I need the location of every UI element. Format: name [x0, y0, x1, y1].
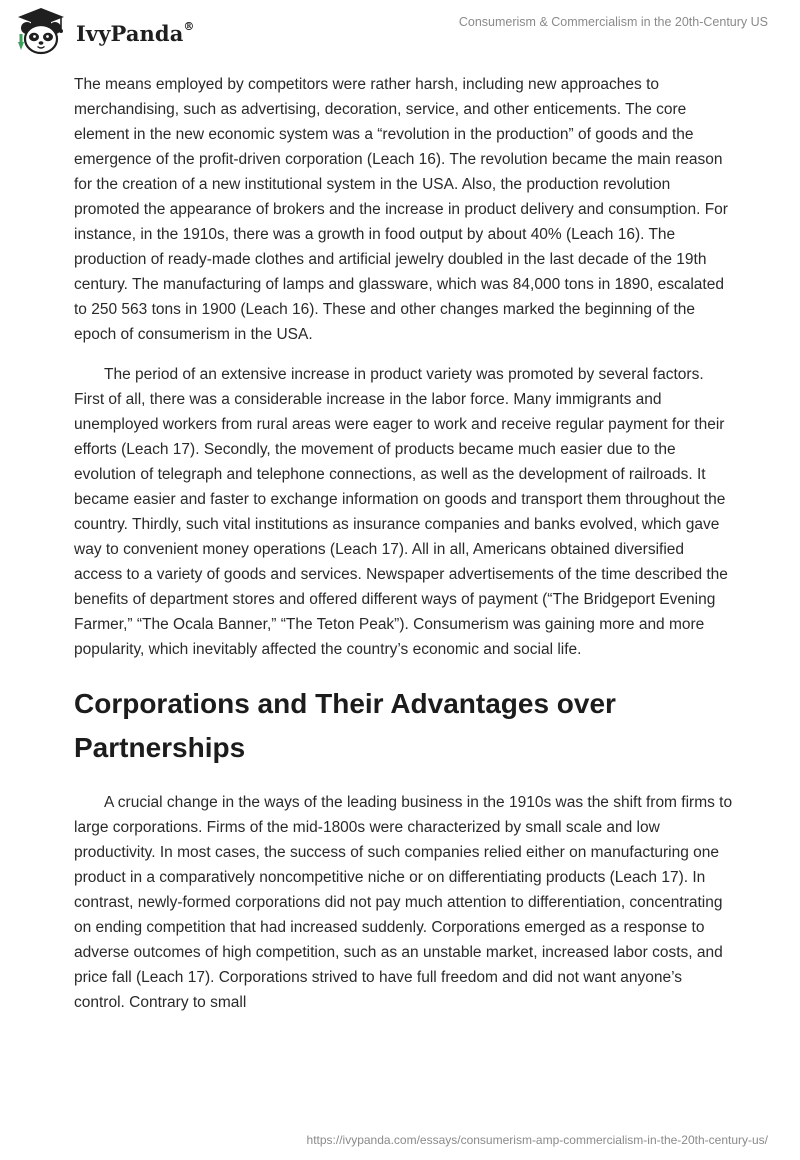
source-url[interactable]: https://ivypanda.com/essays/consumerism-amp-commercialism-in-the-20th-century-us/: [306, 1133, 768, 1147]
panda-mascot-icon: [14, 6, 68, 58]
paragraph-1: The means employed by competitors were rather harsh, including new approaches to merchandising, such as advertising, decoration, service, and other enticements. The core element in the new economic system was a “revolution in the production” of goods and the emergence of the profit-driven corporation (Leach 16). The revolution became the main reason for the creation of a new institutional system in the USA. Also, the production revolution promoted the appearance of brokers and the increase in product delivery and consumption. For instance, in the 1910s, there was a growth in food output by about 40% (Leach 16). The production of ready-made clothes and artificial jewelry doubled in the last decade of the 19th century. The manufacturing of lamps and glassware, which was 84,000 tons in 1890, escalated to 250 563 tons in 1900 (Leach 16). These and other changes marked the beginning of the epoch of consumerism in the USA.: [74, 76, 728, 343]
ivypanda-logo[interactable]: [14, 6, 195, 58]
article-body: [74, 72, 734, 1030]
logo-wordmark: IvyPanda®: [76, 19, 195, 46]
paragraph-2: The period of an extensive increase in product variety was promoted by several factors. First of all, there was a considerable increase in the labor force. Many immigrants and unemployed workers from rural areas were eager to work and receive regular payment for their efforts (Leach 17). Secondly, the movement of products became much easier due to the evolution of telegraph and telephone connections, as well as the development of railroads. It became easier and faster to exchange information on goods and transport them throughout the country. Thirdly, such vital institutions as insurance companies and banks evolved, which gave way to convenient money operations (Leach 17). All in all, Americans obtained diversified access to a variety of goods and services. Newspaper advertisements of the time described the benefits of department stores and offered different ways of payment (“The Bridgeport Evening Farmer,” “The Ocala Banner,” “The Teton Peak”). Consumerism was gaining more and more popularity, which inevitably affected the country’s economic and social life.: [74, 366, 728, 658]
document-title: Consumerism & Commercialism in the 20th-Century US: [458, 15, 768, 29]
section-heading: Corporations and Their Advantages over Partnerships: [74, 688, 616, 763]
page-header: [0, 0, 800, 64]
paragraph-3: A crucial change in the ways of the leading business in the 1910s was the shift from firms to large corporations. Firms of the mid-1800s were characterized by small scale and low productivity. In most cases, the success of such companies relied either on manufacturing one product in a comparatively noncompetitive niche or on differentiating products (Leach 17). In contrast, newly-formed corporations did not pay much attention to differentiation, concentrating on ending competition that had increased suddenly. Corporations emerged as a response to adverse outcomes of high competition, such as an unstable market, increased labor costs, and price fall (Leach 17). Corporations strived to have full freedom and did not want anyone’s control. Contrary to small: [74, 794, 733, 1011]
